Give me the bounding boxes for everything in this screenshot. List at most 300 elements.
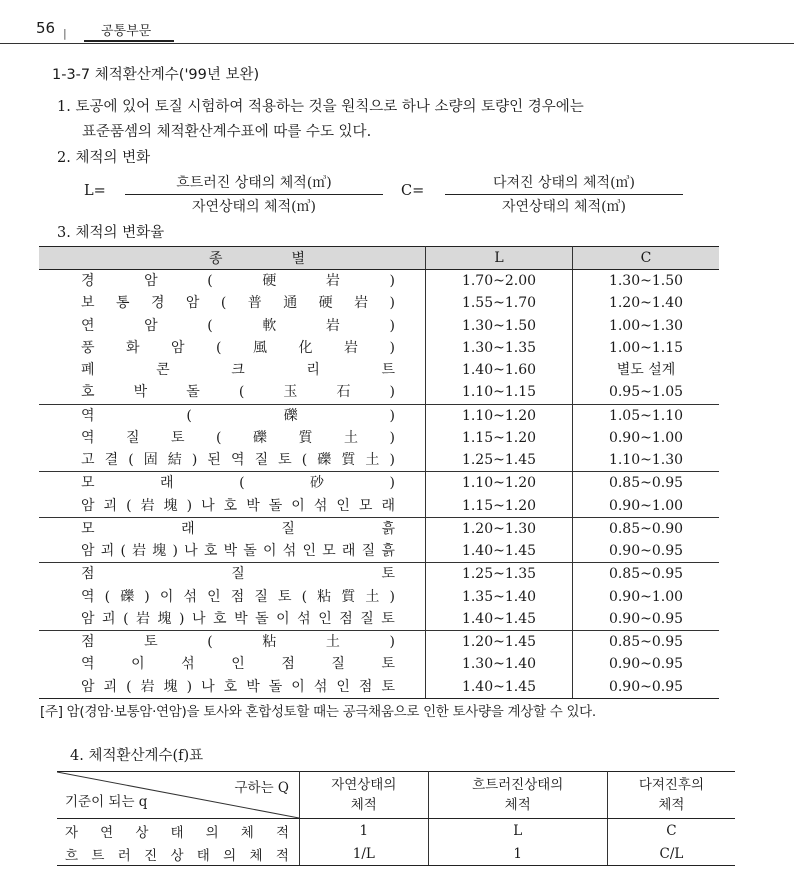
kind-char: 역	[81, 588, 95, 605]
row-l-value: 1.10~1.20	[426, 472, 573, 495]
kind-char: 박	[223, 543, 238, 560]
kind-char: (	[238, 384, 245, 401]
kind-char: 돌	[255, 610, 269, 627]
row-kind	[39, 315, 426, 337]
kind-char: 질	[254, 452, 269, 469]
formula-c-label: C=	[401, 183, 425, 199]
row-kind	[39, 381, 426, 404]
kind-char: 인	[336, 497, 350, 514]
kind-char: )	[172, 543, 178, 560]
kind-char: 모	[81, 475, 95, 492]
kind-char: 玉	[283, 384, 298, 401]
label-char: 진	[144, 847, 158, 864]
kind-char: 粘	[317, 588, 332, 605]
kind-char: 래	[160, 475, 174, 492]
header-rule	[0, 43, 794, 44]
kind-char: 질	[231, 566, 245, 583]
kind-char: 土	[343, 429, 358, 446]
row-kind	[39, 359, 426, 381]
formula-l-fraction	[125, 172, 383, 216]
header-separator: |	[63, 27, 67, 40]
table-header-row	[57, 772, 735, 819]
kind-char: 섞	[297, 610, 311, 627]
kind-char: (	[123, 610, 129, 627]
label-char: 의	[205, 824, 219, 841]
kind-char: 섞	[313, 678, 328, 695]
kind-char: 土	[325, 634, 340, 651]
kind-char: 粘	[262, 634, 277, 651]
row-kind	[39, 337, 426, 359]
row-kind	[39, 653, 426, 675]
table-row	[39, 563, 719, 586]
kind-char: 이	[291, 497, 305, 514]
row-kind	[39, 586, 426, 608]
col-header-line: 체적	[658, 797, 685, 813]
row-kind	[39, 517, 426, 540]
kind-char: 나	[192, 610, 206, 627]
kind-char: 호	[223, 678, 238, 695]
kind-char: 토	[381, 678, 395, 695]
header-kind-char: 종	[209, 251, 223, 267]
kind-char: 점	[358, 678, 373, 695]
kind-char: )	[389, 273, 395, 290]
table-header-row	[39, 247, 719, 270]
kind-char: 점	[81, 634, 95, 651]
label-char: 흐	[65, 847, 79, 864]
table-row	[39, 631, 719, 654]
label-char: 적	[275, 824, 289, 841]
row-l-value: 1.10~1.20	[426, 404, 573, 427]
kind-char: 보	[81, 295, 95, 312]
table-row	[57, 819, 735, 843]
kind-char: 질	[254, 588, 268, 605]
row-l-value: 1.40~1.45	[426, 608, 573, 631]
kind-char: (	[126, 497, 132, 514]
row-kind	[39, 292, 426, 314]
header-l: L	[426, 247, 573, 270]
kind-char: 結	[167, 452, 182, 469]
kind-char: )	[389, 317, 395, 334]
kind-char: 돌	[268, 678, 283, 695]
kind-char: 인	[318, 610, 332, 627]
kind-char: 경	[81, 273, 95, 290]
kind-char: 괴	[103, 678, 118, 695]
label-char: 트	[91, 847, 105, 864]
kind-char: 박	[246, 678, 260, 695]
row-kind	[39, 404, 426, 427]
row-c-value: 별도 설계	[616, 362, 676, 379]
factor-value: C	[666, 822, 677, 839]
kind-char: 래	[381, 497, 395, 514]
header-kind	[39, 247, 426, 270]
kind-char: 岩	[136, 610, 151, 627]
row-l-value: 1.10~1.15	[426, 381, 573, 404]
kind-char: 호	[203, 543, 218, 560]
col-header-line: 체적	[350, 797, 377, 813]
kind-char: 普	[247, 295, 262, 312]
kind-char: 박	[246, 497, 260, 514]
row-kind	[39, 270, 426, 293]
kind-char: 섞	[313, 497, 328, 514]
kind-char: 나	[201, 678, 215, 695]
row-c-value: 1.30~1.50	[608, 273, 684, 290]
formula-c-fraction	[445, 172, 683, 216]
kind-char: 괴	[103, 497, 118, 514]
kind-char: 암	[144, 273, 158, 290]
kind-char: 土	[365, 452, 380, 469]
table-row	[39, 517, 719, 540]
row-l-value: 1.40~1.45	[426, 540, 573, 563]
kind-char: 역	[230, 452, 245, 469]
kind-char: 岩	[343, 339, 358, 356]
kind-char: 모	[322, 543, 336, 560]
row-c-value: 0.90~0.95	[573, 676, 720, 699]
kind-char: (	[207, 634, 213, 651]
kind-char: 고	[81, 452, 95, 469]
row-c-value: 0.90~0.95	[608, 656, 684, 673]
kind-char: 암	[81, 610, 95, 627]
kind-char: 礫	[120, 588, 135, 605]
kind-char: 리	[306, 362, 320, 379]
row-kind	[39, 676, 426, 699]
kind-char: 인	[336, 678, 350, 695]
kind-char: 質	[341, 452, 356, 469]
kind-char: 돌	[186, 384, 200, 401]
kind-char: 인	[231, 656, 245, 673]
kind-char: 質	[341, 588, 356, 605]
row-l-value: 1.35~1.40	[426, 586, 573, 608]
label-char: 상	[170, 847, 184, 864]
kind-char: (	[220, 295, 227, 312]
kind-char: (	[207, 317, 213, 334]
kind-char: 결	[104, 452, 119, 469]
kind-char: 점	[81, 566, 95, 583]
label-char: 적	[275, 847, 289, 864]
kind-char: (	[301, 588, 308, 605]
label-char: 상	[135, 824, 149, 841]
kind-char: (	[186, 407, 192, 424]
row-l-value: 1.30~1.50	[426, 315, 573, 337]
kind-char: (	[104, 588, 111, 605]
row-l-value: 1.40~1.60	[426, 359, 573, 381]
kind-char: (	[128, 452, 134, 469]
row-l-value: 1.20~1.45	[426, 631, 573, 654]
col-header-line: 체적	[504, 797, 531, 813]
kind-char: 이	[131, 656, 145, 673]
kind-char: )	[389, 634, 395, 651]
kind-char: 岩	[140, 497, 155, 514]
kind-char: 인	[302, 543, 316, 560]
kind-char: 섞	[282, 543, 297, 560]
table-row	[39, 653, 719, 675]
kind-char: 岩	[354, 295, 369, 312]
table-row	[39, 586, 719, 608]
kind-char: 크	[231, 362, 245, 379]
row-basis-label	[57, 842, 300, 866]
kind-char: 塊	[152, 543, 167, 560]
kind-char: )	[389, 588, 395, 605]
kind-char: 호	[213, 610, 227, 627]
corner-q-label: 구하는 Q	[234, 780, 289, 796]
kind-char: 硬	[262, 273, 277, 290]
label-char: 체	[240, 824, 254, 841]
kind-char: )	[186, 678, 193, 695]
kind-char: 역	[81, 656, 95, 673]
row-kind	[39, 631, 426, 654]
kind-char: 모	[81, 520, 95, 537]
table-row	[39, 270, 719, 293]
kind-char: 호	[81, 384, 95, 401]
row-c-value: 0.90~0.95	[608, 610, 684, 627]
kind-char: 岩	[132, 543, 147, 560]
kind-char: 암	[171, 339, 185, 356]
kind-char: 砂	[310, 475, 325, 492]
row-kind	[39, 540, 426, 563]
kind-char: 礫	[253, 429, 267, 446]
kind-char: 질	[281, 520, 295, 537]
kind-char: 岩	[325, 317, 340, 334]
kind-char: 通	[283, 295, 298, 312]
row-c-value: 0.90~0.95	[608, 543, 684, 560]
row-c-value: 1.00~1.15	[608, 339, 684, 356]
row-l-value: 1.30~1.40	[426, 653, 573, 675]
table-row	[39, 540, 719, 563]
row-l-value: 1.70~2.00	[426, 270, 573, 293]
paragraph-3: 3. 체적의 변화율	[57, 225, 165, 241]
note: [주] 암(경암·보통암·연암)을 토사와 혼합성토할 때는 공극채움으로 인한 토사량을 계상할 수 있다.	[40, 704, 596, 720]
kind-char: 호	[223, 497, 238, 514]
label-char: 러	[117, 847, 131, 864]
label-char: 태	[196, 847, 210, 864]
header-kind-char: 별	[291, 251, 305, 267]
table-row	[39, 404, 719, 427]
kind-char: 이	[263, 543, 277, 560]
kind-char: 섞	[183, 588, 197, 605]
kind-char: 固	[143, 452, 158, 469]
kind-char: (	[216, 339, 222, 356]
kind-char: 역	[81, 429, 95, 446]
col-header-line: 흐트러진상태의	[472, 777, 564, 793]
table-row	[39, 449, 719, 472]
kind-char: )	[191, 452, 198, 469]
kind-char: 암	[81, 543, 95, 560]
kind-char: 화	[126, 339, 140, 356]
paragraph-2: 2. 체적의 변화	[57, 150, 151, 166]
kind-char: 토	[171, 429, 185, 446]
table-row	[39, 608, 719, 631]
col-header-line: 자연상태의	[331, 777, 397, 793]
factor-value: 1	[300, 819, 429, 843]
kind-char: 모	[358, 497, 373, 514]
kind-char: )	[389, 384, 395, 401]
kind-char: 폐	[81, 362, 95, 379]
factor-value: 1	[428, 842, 607, 866]
kind-char: )	[389, 407, 395, 424]
kind-char: 石	[336, 384, 351, 401]
kind-char: 트	[381, 362, 395, 379]
formula-c-denominator: 자연상태의 체적(㎥)	[501, 199, 627, 215]
factor-value: C/L	[607, 842, 735, 866]
kind-char: 래	[341, 543, 356, 560]
kind-char: 岩	[140, 678, 155, 695]
kind-char: 돌	[268, 497, 283, 514]
kind-char: 질	[360, 610, 374, 627]
row-kind	[39, 563, 426, 586]
table-row	[39, 472, 719, 495]
kind-char: 점	[339, 610, 353, 627]
kind-char: 암	[185, 295, 200, 312]
kind-char: 토	[381, 610, 395, 627]
kind-char: 경	[150, 295, 165, 312]
label-char: 태	[170, 824, 184, 841]
kind-char: 質	[298, 429, 313, 446]
table-row	[39, 337, 719, 359]
row-l-value: 1.40~1.45	[426, 676, 573, 699]
row-c-value: 1.20~1.40	[608, 295, 684, 312]
kind-char: 흙	[381, 520, 395, 537]
section-name: 공통부문	[101, 24, 152, 39]
kind-char: (	[301, 452, 308, 469]
kind-char: 나	[184, 543, 198, 560]
kind-char: )	[389, 339, 395, 356]
kind-char: 이	[276, 610, 290, 627]
conversion-factor-table	[57, 771, 735, 866]
formula-l-denominator: 자연상태의 체적(㎥)	[191, 199, 317, 215]
kind-char: 토	[381, 566, 395, 583]
kind-char: 섞	[181, 656, 195, 673]
kind-char: 나	[201, 497, 215, 514]
kind-char: 토	[278, 452, 292, 469]
kind-char: 역	[81, 407, 95, 424]
table-row	[39, 495, 719, 518]
row-c-value: 0.85~0.95	[573, 631, 720, 654]
row-kind	[39, 608, 426, 631]
table-row	[39, 359, 719, 381]
paragraph-4: 4. 체적환산계수(f)표	[70, 748, 204, 764]
col-header-natural	[300, 772, 429, 819]
kind-char: 질	[361, 543, 376, 560]
row-kind	[39, 495, 426, 518]
kind-char: )	[389, 475, 395, 492]
row-c-value: 0.85~0.95	[573, 472, 720, 495]
kind-char: )	[389, 429, 395, 446]
kind-char: 礫	[283, 407, 298, 424]
volume-change-table	[39, 246, 719, 699]
col-header-loose	[428, 772, 607, 819]
row-kind	[39, 449, 426, 472]
kind-char: (	[216, 429, 222, 446]
kind-char: 콘	[156, 362, 170, 379]
kind-char: 塊	[157, 610, 172, 627]
row-c-value: 0.85~0.95	[573, 563, 720, 586]
kind-char: )	[389, 452, 395, 469]
paragraph-1-line-2: 표준품셈의 체적환산계수표에 따를 수도 있다.	[82, 124, 372, 140]
kind-char: (	[120, 543, 126, 560]
table-row	[39, 292, 719, 314]
kind-char: 괴	[100, 543, 115, 560]
kind-char: 질	[126, 429, 140, 446]
row-c-value: 1.10~1.30	[608, 452, 684, 469]
factor-value: 1/L	[300, 842, 429, 866]
kind-char: 토	[144, 634, 158, 651]
kind-char: 돌	[243, 543, 257, 560]
row-l-value: 1.55~1.70	[426, 292, 573, 314]
kind-char: 암	[81, 678, 95, 695]
row-kind	[39, 427, 426, 449]
row-c-value: 0.90~1.00	[608, 429, 684, 446]
row-l-value: 1.15~1.20	[426, 427, 573, 449]
kind-char: 점	[281, 656, 295, 673]
kind-char: 인	[207, 588, 221, 605]
row-basis-label	[57, 819, 300, 843]
table-row	[39, 427, 719, 449]
kind-char: 암	[81, 497, 95, 514]
corner-base-label: 기준이 되는 q	[65, 794, 148, 810]
kind-char: 軟	[262, 317, 277, 334]
kind-char: 風	[253, 339, 267, 356]
kind-char: 통	[115, 295, 130, 312]
kind-char: 化	[298, 339, 313, 356]
kind-char: (	[126, 678, 132, 695]
kind-char: 이	[159, 588, 174, 605]
table-row	[39, 676, 719, 699]
row-l-value: 1.25~1.45	[426, 449, 573, 472]
factor-value: L	[428, 819, 607, 843]
label-char: 자	[65, 824, 79, 841]
row-kind	[39, 472, 426, 495]
kind-char: 토	[277, 588, 292, 605]
kind-char: 된	[207, 452, 221, 469]
formula-c-numerator: 다져진 상태의 체적(㎥)	[492, 175, 636, 191]
label-char: 의	[223, 847, 237, 864]
label-char: 체	[249, 847, 263, 864]
section-underline	[84, 40, 174, 42]
kind-char: )	[186, 497, 193, 514]
table-row	[39, 381, 719, 404]
section-title: 1-3-7 체적환산계수('99년 보완)	[52, 67, 260, 83]
row-c-value: 0.90~1.00	[608, 497, 684, 514]
kind-char: )	[144, 588, 150, 605]
kind-char: 塊	[163, 497, 178, 514]
row-l-value: 1.15~1.20	[426, 495, 573, 518]
row-c-value: 1.00~1.30	[608, 317, 684, 334]
header-c: C	[573, 247, 720, 270]
kind-char: )	[389, 295, 395, 312]
kind-char: 硬	[318, 295, 333, 312]
kind-char: )	[179, 610, 185, 627]
table-row	[57, 842, 735, 866]
row-c-value: 0.90~1.00	[608, 588, 684, 605]
table-row	[39, 315, 719, 337]
kind-char: 암	[144, 317, 158, 334]
row-l-value: 1.30~1.35	[426, 337, 573, 359]
kind-char: 괴	[102, 610, 116, 627]
kind-char: 토	[381, 656, 395, 673]
row-c-value: 0.85~0.90	[573, 517, 720, 540]
page-number: 56	[36, 19, 56, 37]
kind-char: 土	[365, 588, 380, 605]
col-header-line: 다져진후의	[638, 777, 705, 793]
formula-l-numerator: 흐트러진 상태의 체적(㎥)	[176, 175, 332, 191]
kind-char: 박	[234, 610, 248, 627]
kind-char: 질	[331, 656, 345, 673]
kind-char: 연	[81, 317, 95, 334]
row-c-value: 0.95~1.05	[608, 384, 684, 401]
kind-char: (	[239, 475, 245, 492]
kind-char: 礫	[317, 452, 332, 469]
paragraph-1-line-1: 1. 토공에 있어 토질 시험하여 적용하는 것을 원칙으로 하나 소량의 토량인 경우에는	[57, 99, 584, 115]
row-c-value: 1.05~1.10	[573, 404, 720, 427]
